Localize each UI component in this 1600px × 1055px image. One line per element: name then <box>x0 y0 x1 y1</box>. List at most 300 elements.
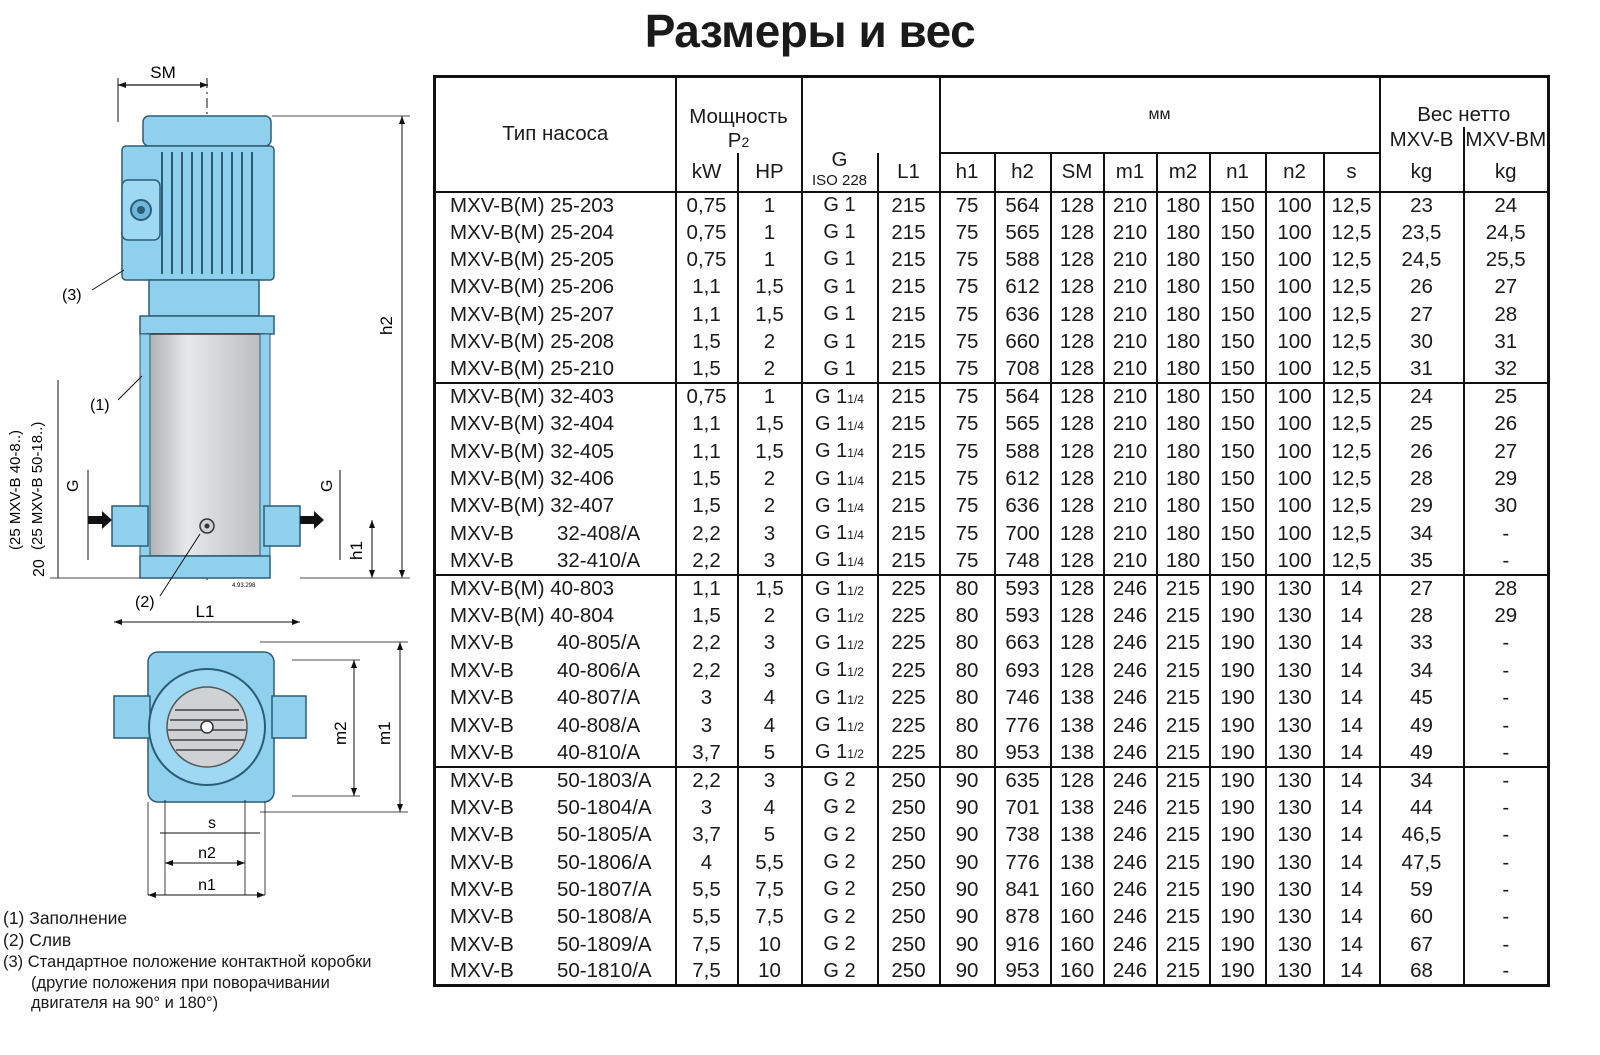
cell-weight-mxvbm: 32 <box>1464 356 1549 383</box>
cell-m2: 215 <box>1157 958 1210 985</box>
table-row <box>435 602 1549 629</box>
cell-weight-mxvb: 24,5 <box>1380 246 1464 273</box>
cell-l1: 250 <box>878 876 940 903</box>
cell-g: G 11/4 <box>802 438 878 465</box>
header-hp: HP <box>738 153 802 192</box>
cell-n2: 130 <box>1266 575 1324 602</box>
cell-h1: 75 <box>940 219 995 246</box>
cell-kw: 1,5 <box>676 465 738 492</box>
cell-weight-mxvbm: 25,5 <box>1464 246 1549 273</box>
cell-m1: 246 <box>1104 849 1157 876</box>
sm-label: SM <box>150 63 176 82</box>
cell-s: 14 <box>1324 575 1380 602</box>
cell-s: 12,5 <box>1324 219 1380 246</box>
cell-pump-type: MXV-B 50-1806/A <box>450 850 652 874</box>
cell-weight-mxvb: 60 <box>1380 904 1464 931</box>
cell-h2: 593 <box>995 575 1051 602</box>
header-h1: h1 <box>940 153 995 192</box>
cell-h1: 80 <box>940 739 995 766</box>
cell-h2: 776 <box>995 849 1051 876</box>
cell-n1: 190 <box>1210 821 1266 848</box>
cell-h1: 90 <box>940 849 995 876</box>
cell-m2: 215 <box>1157 685 1210 712</box>
table-row <box>435 328 1549 355</box>
cell-m2: 215 <box>1157 712 1210 739</box>
cell-n2: 100 <box>1266 383 1324 410</box>
cell-hp: 7,5 <box>738 904 802 931</box>
cell-kw: 0,75 <box>676 383 738 410</box>
table-row <box>435 301 1549 328</box>
cell-h1: 75 <box>940 411 995 438</box>
cell-n2: 100 <box>1266 438 1324 465</box>
cell-g: G 11/4 <box>802 411 878 438</box>
cell-kw: 1,1 <box>676 274 738 301</box>
cell-weight-mxvbm: - <box>1464 767 1549 794</box>
cell-l1: 215 <box>878 246 940 273</box>
callout-1: (1) <box>90 397 110 414</box>
cell-n1: 150 <box>1210 493 1266 520</box>
cell-weight-mxvb: 34 <box>1380 657 1464 684</box>
cell-weight-mxvb: 28 <box>1380 602 1464 629</box>
drawing-number: 4.93.298 <box>232 583 256 589</box>
cell-n1: 190 <box>1210 630 1266 657</box>
cell-pump-type: MXV-B 50-1804/A <box>450 795 652 819</box>
spec-table-wrapper <box>433 75 1550 987</box>
cell-m2: 215 <box>1157 739 1210 766</box>
cell-hp: 1 <box>738 246 802 273</box>
cell-h2: 565 <box>995 219 1051 246</box>
h1-label: h1 <box>347 541 366 560</box>
cell-m1: 210 <box>1104 411 1157 438</box>
n1-label: n1 <box>198 877 216 894</box>
cell-m2: 215 <box>1157 602 1210 629</box>
cell-l1: 215 <box>878 520 940 547</box>
cell-n2: 100 <box>1266 328 1324 355</box>
cell-n2: 130 <box>1266 602 1324 629</box>
cell-s: 12,5 <box>1324 383 1380 410</box>
cell-s: 12,5 <box>1324 438 1380 465</box>
table-row <box>435 493 1549 520</box>
header-m2: m2 <box>1157 153 1210 192</box>
cell-h1: 90 <box>940 821 995 848</box>
cell-g: G 11/4 <box>802 520 878 547</box>
cell-kw: 2,2 <box>676 657 738 684</box>
cell-weight-mxvbm: 27 <box>1464 274 1549 301</box>
cell-g: G 2 <box>802 821 878 848</box>
cell-g: G 1 <box>802 192 878 219</box>
cell-n1: 190 <box>1210 685 1266 712</box>
s-label: s <box>208 815 216 832</box>
table-row <box>435 849 1549 876</box>
cell-n2: 100 <box>1266 548 1324 575</box>
table-row <box>435 548 1549 575</box>
side-note-2: (25 MXV-B 50-18..) <box>29 421 46 550</box>
cell-g: G 11/2 <box>802 630 878 657</box>
cell-g: G 1 <box>802 246 878 273</box>
page-title: Размеры и вес <box>644 5 976 57</box>
cell-weight-mxvb: 29 <box>1380 493 1464 520</box>
dim-20-label: 20 <box>31 559 48 577</box>
spec-table <box>433 75 1550 987</box>
cell-g: G 11/2 <box>802 712 878 739</box>
cell-kw: 7,5 <box>676 931 738 958</box>
cell-g: G 11/2 <box>802 575 878 602</box>
cell-h2: 748 <box>995 548 1051 575</box>
cell-h1: 75 <box>940 465 995 492</box>
cell-hp: 3 <box>738 520 802 547</box>
cell-weight-mxvbm: - <box>1464 876 1549 903</box>
cell-hp: 4 <box>738 712 802 739</box>
cell-weight-mxvbm: - <box>1464 904 1549 931</box>
cell-g: G 1 <box>802 356 878 383</box>
cell-m1: 246 <box>1104 767 1157 794</box>
cell-h2: 636 <box>995 493 1051 520</box>
cell-sm: 128 <box>1051 465 1104 492</box>
header-mxvbm: MXV-BM <box>1464 127 1549 153</box>
cell-sm: 160 <box>1051 904 1104 931</box>
cell-l1: 250 <box>878 767 940 794</box>
cell-h2: 593 <box>995 602 1051 629</box>
cell-l1: 225 <box>878 575 940 602</box>
cell-n1: 190 <box>1210 767 1266 794</box>
cell-kw: 0,75 <box>676 219 738 246</box>
cell-n1: 150 <box>1210 301 1266 328</box>
legend <box>3 907 428 1013</box>
cell-l1: 215 <box>878 465 940 492</box>
cell-n2: 100 <box>1266 520 1324 547</box>
cell-kw: 3,7 <box>676 821 738 848</box>
cell-pump-type: MXV-B 40-805/A <box>450 631 641 655</box>
cell-weight-mxvb: 34 <box>1380 767 1464 794</box>
cell-s: 14 <box>1324 821 1380 848</box>
cell-hp: 5 <box>738 821 802 848</box>
cell-weight-mxvb: 67 <box>1380 931 1464 958</box>
cell-n1: 150 <box>1210 383 1266 410</box>
cell-l1: 225 <box>878 685 940 712</box>
cell-pump-type: MXV-B(M) 25-208 <box>450 330 615 354</box>
cell-l1: 215 <box>878 274 940 301</box>
cell-hp: 5,5 <box>738 849 802 876</box>
header-h2: h2 <box>995 153 1051 192</box>
cell-weight-mxvbm: - <box>1464 794 1549 821</box>
cell-hp: 1 <box>738 219 802 246</box>
table-row <box>435 192 1549 219</box>
pump-drawing <box>0 60 430 1055</box>
cell-m2: 180 <box>1157 465 1210 492</box>
cell-s: 14 <box>1324 876 1380 903</box>
cell-n1: 190 <box>1210 849 1266 876</box>
cell-kw: 3 <box>676 712 738 739</box>
cell-h1: 90 <box>940 904 995 931</box>
cell-g: G 11/4 <box>802 465 878 492</box>
cell-g: G 11/2 <box>802 602 878 629</box>
cell-weight-mxvbm: - <box>1464 712 1549 739</box>
cell-sm: 160 <box>1051 958 1104 985</box>
cell-n1: 150 <box>1210 246 1266 273</box>
cell-l1: 250 <box>878 849 940 876</box>
table-row <box>435 274 1549 301</box>
cell-weight-mxvbm: - <box>1464 931 1549 958</box>
callout-2: (2) <box>135 594 155 611</box>
cell-weight-mxvbm: 25 <box>1464 383 1549 410</box>
cell-g: G 11/2 <box>802 657 878 684</box>
cell-pump-type: MXV-B 50-1803/A <box>435 767 676 794</box>
cell-n2: 100 <box>1266 246 1324 273</box>
cell-l1: 215 <box>878 548 940 575</box>
cell-g: G 2 <box>802 876 878 903</box>
cell-kw: 1,5 <box>676 356 738 383</box>
cell-l1: 215 <box>878 192 940 219</box>
cell-s: 14 <box>1324 602 1380 629</box>
cell-m2: 215 <box>1157 904 1210 931</box>
legend-drain: (2) Слив <box>3 930 72 950</box>
table-row <box>435 438 1549 465</box>
cell-m1: 210 <box>1104 548 1157 575</box>
cell-pump-type: MXV-B 50-1807/A <box>450 877 652 901</box>
cell-h1: 80 <box>940 685 995 712</box>
header-kg-mxvbm: kg <box>1464 153 1549 192</box>
cell-n2: 130 <box>1266 657 1324 684</box>
cell-m2: 180 <box>1157 274 1210 301</box>
cell-n1: 150 <box>1210 465 1266 492</box>
cell-s: 14 <box>1324 849 1380 876</box>
cell-sm: 128 <box>1051 274 1104 301</box>
cell-h2: 841 <box>995 876 1051 903</box>
cell-g: G 11/4 <box>802 493 878 520</box>
cell-g: G 2 <box>802 958 878 985</box>
cell-sm: 138 <box>1051 821 1104 848</box>
cell-g: G 11/2 <box>802 739 878 766</box>
cell-n2: 100 <box>1266 219 1324 246</box>
cell-h2: 700 <box>995 520 1051 547</box>
cell-sm: 128 <box>1051 767 1104 794</box>
cell-hp: 1 <box>738 383 802 410</box>
header-sm: SM <box>1051 153 1104 192</box>
cell-weight-mxvb: 34 <box>1380 520 1464 547</box>
cell-s: 14 <box>1324 931 1380 958</box>
cell-h1: 75 <box>940 383 995 410</box>
cell-kw: 4 <box>676 849 738 876</box>
legend-filling: (1) Заполнение <box>3 908 128 928</box>
cell-h1: 80 <box>940 712 995 739</box>
cell-pump-type: MXV-B 40-810/A <box>450 740 641 764</box>
cell-sm: 128 <box>1051 438 1104 465</box>
cell-l1: 250 <box>878 931 940 958</box>
cell-m2: 180 <box>1157 520 1210 547</box>
table-row <box>435 931 1549 958</box>
cell-m1: 246 <box>1104 958 1157 985</box>
cell-kw: 3 <box>676 794 738 821</box>
cell-s: 14 <box>1324 630 1380 657</box>
cell-weight-mxvb: 49 <box>1380 712 1464 739</box>
table-row <box>435 575 1549 602</box>
cell-n1: 150 <box>1210 192 1266 219</box>
cell-l1: 225 <box>878 739 940 766</box>
cell-m2: 180 <box>1157 548 1210 575</box>
table-row <box>435 876 1549 903</box>
g-right-label: G <box>319 479 336 492</box>
sm-dimension <box>118 63 208 122</box>
cell-sm: 128 <box>1051 246 1104 273</box>
cell-kw: 1,1 <box>676 438 738 465</box>
cell-sm: 128 <box>1051 219 1104 246</box>
cell-weight-mxvbm: 26 <box>1464 411 1549 438</box>
cell-h2: 635 <box>995 767 1051 794</box>
cell-sm: 138 <box>1051 849 1104 876</box>
cell-h1: 75 <box>940 301 995 328</box>
cell-sm: 128 <box>1051 520 1104 547</box>
cell-h2: 660 <box>995 328 1051 355</box>
cell-kw: 1,5 <box>676 493 738 520</box>
cell-n2: 130 <box>1266 630 1324 657</box>
table-row <box>435 520 1549 547</box>
cell-n1: 190 <box>1210 876 1266 903</box>
cell-hp: 2 <box>738 602 802 629</box>
cell-l1: 215 <box>878 301 940 328</box>
cell-kw: 0,75 <box>676 192 738 219</box>
cell-weight-mxvbm: 28 <box>1464 575 1549 602</box>
cell-hp: 1,5 <box>738 575 802 602</box>
cell-m1: 210 <box>1104 383 1157 410</box>
cell-weight-mxvb: 31 <box>1380 356 1464 383</box>
cell-sm: 128 <box>1051 383 1104 410</box>
cell-hp: 3 <box>738 767 802 794</box>
cell-n2: 130 <box>1266 849 1324 876</box>
cell-h1: 75 <box>940 520 995 547</box>
cell-pump-type: MXV-B 40-807/A <box>450 686 641 710</box>
cell-hp: 2 <box>738 465 802 492</box>
cell-n2: 130 <box>1266 767 1324 794</box>
cell-kw: 1,5 <box>676 328 738 355</box>
cell-s: 12,5 <box>1324 356 1380 383</box>
table-row <box>435 630 1549 657</box>
table-row <box>435 958 1549 985</box>
cell-weight-mxvb: 24 <box>1380 383 1464 410</box>
cell-h1: 75 <box>940 493 995 520</box>
cell-pump-type: MXV-B 32-410/A <box>450 548 641 572</box>
cell-n2: 130 <box>1266 876 1324 903</box>
cell-sm: 160 <box>1051 876 1104 903</box>
cell-m1: 246 <box>1104 630 1157 657</box>
cell-sm: 128 <box>1051 548 1104 575</box>
cell-n2: 130 <box>1266 794 1324 821</box>
table-row <box>435 739 1549 766</box>
cell-sm: 138 <box>1051 739 1104 766</box>
cell-m2: 180 <box>1157 301 1210 328</box>
n2-label: n2 <box>198 845 216 862</box>
cell-weight-mxvb: 23,5 <box>1380 219 1464 246</box>
cell-weight-mxvbm: - <box>1464 849 1549 876</box>
cell-h1: 80 <box>940 657 995 684</box>
cell-pump-type: MXV-B 50-1808/A <box>450 905 652 929</box>
cell-l1: 215 <box>878 328 940 355</box>
cell-h2: 612 <box>995 274 1051 301</box>
cell-hp: 4 <box>738 794 802 821</box>
cell-l1: 225 <box>878 657 940 684</box>
cell-s: 12,5 <box>1324 411 1380 438</box>
cell-m1: 210 <box>1104 465 1157 492</box>
cell-weight-mxvb: 44 <box>1380 794 1464 821</box>
side-note-1: (25 MXV-B 40-8..) <box>7 429 24 550</box>
cell-l1: 225 <box>878 602 940 629</box>
table-row <box>435 219 1549 246</box>
cell-g: G 2 <box>802 794 878 821</box>
cell-m2: 215 <box>1157 931 1210 958</box>
l1-label: L1 <box>195 602 215 621</box>
cell-m2: 215 <box>1157 876 1210 903</box>
cell-n1: 150 <box>1210 219 1266 246</box>
cell-s: 12,5 <box>1324 274 1380 301</box>
cell-s: 12,5 <box>1324 246 1380 273</box>
cell-s: 14 <box>1324 739 1380 766</box>
cell-m1: 246 <box>1104 931 1157 958</box>
cell-m1: 246 <box>1104 685 1157 712</box>
header-n1: n1 <box>1210 153 1266 192</box>
legend-note-line-2: двигателя на 90° и 180°) <box>31 994 219 1012</box>
cell-n2: 130 <box>1266 685 1324 712</box>
cell-n2: 100 <box>1266 465 1324 492</box>
cell-m2: 180 <box>1157 383 1210 410</box>
cell-n1: 150 <box>1210 274 1266 301</box>
cell-pump-type: MXV-B 50-1805/A <box>450 823 652 847</box>
cell-g: G 2 <box>802 904 878 931</box>
cell-hp: 2 <box>738 493 802 520</box>
cell-l1: 215 <box>878 356 940 383</box>
cell-weight-mxvb: 46,5 <box>1380 821 1464 848</box>
table-row <box>435 767 1549 794</box>
cell-m1: 246 <box>1104 657 1157 684</box>
cell-s: 12,5 <box>1324 548 1380 575</box>
cell-m1: 210 <box>1104 219 1157 246</box>
header-kw: kW <box>676 153 738 192</box>
cell-m2: 215 <box>1157 849 1210 876</box>
cell-n1: 190 <box>1210 794 1266 821</box>
m2-label: m2 <box>331 721 350 745</box>
cell-l1: 250 <box>878 904 940 931</box>
cell-g: G 2 <box>802 931 878 958</box>
cell-g: G 11/2 <box>802 685 878 712</box>
cell-hp: 3 <box>738 630 802 657</box>
cell-sm: 160 <box>1051 931 1104 958</box>
cell-h1: 75 <box>940 192 995 219</box>
cell-h2: 612 <box>995 465 1051 492</box>
cell-n2: 130 <box>1266 904 1324 931</box>
cell-m2: 215 <box>1157 575 1210 602</box>
cell-m2: 180 <box>1157 411 1210 438</box>
cell-h2: 636 <box>995 301 1051 328</box>
cell-weight-mxvb: 28 <box>1380 465 1464 492</box>
cell-n2: 100 <box>1266 411 1324 438</box>
cell-kw: 1,1 <box>676 575 738 602</box>
cell-kw: 2,2 <box>676 630 738 657</box>
cell-weight-mxvbm: 24 <box>1464 192 1549 219</box>
cell-pump-type: MXV-B(M) 32-403 <box>435 383 676 410</box>
table-row <box>435 657 1549 684</box>
cell-h2: 564 <box>995 192 1051 219</box>
cell-kw: 3,7 <box>676 739 738 766</box>
cell-h2: 916 <box>995 931 1051 958</box>
cell-hp: 1,5 <box>738 438 802 465</box>
cell-m1: 246 <box>1104 739 1157 766</box>
cell-pump-type: MXV-B(M) 40-804 <box>450 604 615 628</box>
cell-g: G 2 <box>802 849 878 876</box>
cell-hp: 3 <box>738 657 802 684</box>
callout-3: (3) <box>62 287 82 304</box>
cell-hp: 5 <box>738 739 802 766</box>
cell-sm: 138 <box>1051 794 1104 821</box>
cell-n2: 100 <box>1266 274 1324 301</box>
cell-weight-mxvb: 25 <box>1380 411 1464 438</box>
